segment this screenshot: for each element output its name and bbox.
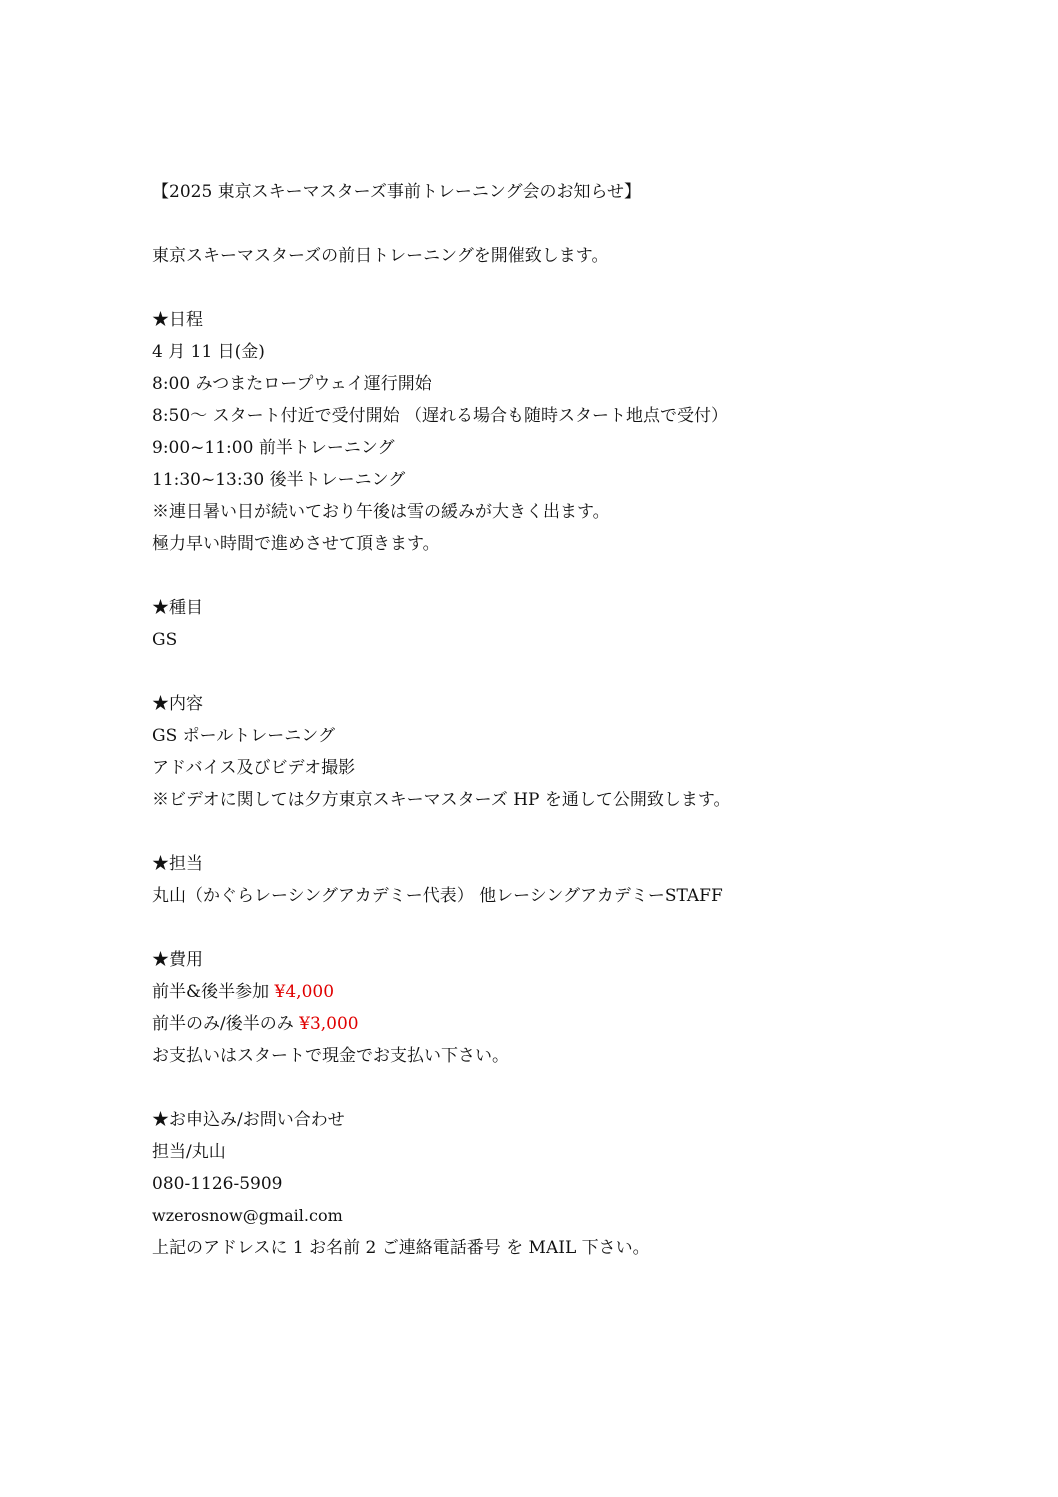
schedule-date: 4 月 11 日(金) [152, 342, 265, 362]
spacer [152, 208, 932, 240]
event-heading: ★種目 [152, 598, 203, 618]
schedule-heading: ★日程 [152, 310, 203, 330]
schedule-item: 9:00~11:00 前半トレーニング [152, 438, 395, 458]
contact-instructions: 上記のアドレスに 1 お名前 2 ご連絡電話番号 を MAIL 下さい。 [152, 1238, 650, 1258]
contact-person: 担当/丸山 [152, 1142, 226, 1162]
contact-heading: ★お申込み/お問い合わせ [152, 1110, 345, 1130]
fee-item [152, 1008, 932, 1040]
contact-phone: 080-1126-5909 [152, 1174, 283, 1194]
schedule-item: 8:50～ スタート付近で受付開始 （遅れる場合も随時スタート地点で受付） [152, 406, 728, 426]
schedule-item: 8:00 みつまたロープウェイ運行開始 [152, 374, 432, 394]
staff-value: 丸山（かぐらレーシングアカデミー代表） 他レーシングアカデミーSTAFF [152, 886, 723, 906]
event-value: GS [152, 630, 178, 650]
details-line: アドバイス及びビデオ撮影 [152, 758, 356, 778]
fees-note: お支払いはスタートで現金でお支払い下さい。 [152, 1046, 509, 1066]
fee-price: ¥4,000 [274, 982, 335, 1002]
details-line: ※ビデオに関しては夕方東京スキーマスターズ HP を通して公開致します。 [152, 790, 731, 810]
spacer [152, 560, 932, 592]
details-heading: ★内容 [152, 694, 203, 714]
staff-heading: ★担当 [152, 854, 203, 874]
fee-label: 前半&後半参加 [152, 982, 275, 1002]
spacer [152, 912, 932, 944]
page-title: 【2025 東京スキーマスターズ事前トレーニング会のお知らせ】 [152, 182, 641, 202]
document-body [152, 176, 932, 1264]
fee-item [152, 976, 932, 1008]
schedule-note: ※連日暑い日が続いており午後は雪の緩みが大きく出ます。 [152, 502, 610, 522]
fees-heading: ★費用 [152, 950, 203, 970]
fee-price: ¥3,000 [299, 1014, 359, 1034]
intro-text: 東京スキーマスターズの前日トレーニングを開催致します。 [152, 246, 609, 266]
details-line: GS ポールトレーニング [152, 726, 335, 746]
spacer [152, 656, 932, 688]
fee-label: 前半のみ/後半のみ [152, 1014, 300, 1034]
spacer [152, 1072, 932, 1104]
spacer [152, 272, 932, 304]
spacer [152, 816, 932, 848]
schedule-item: 11:30~13:30 後半トレーニング [152, 470, 406, 490]
schedule-note: 極力早い時間で進めさせて頂きます。 [152, 534, 440, 554]
contact-email[interactable]: wzerosnow@gmail.com [152, 1206, 343, 1225]
